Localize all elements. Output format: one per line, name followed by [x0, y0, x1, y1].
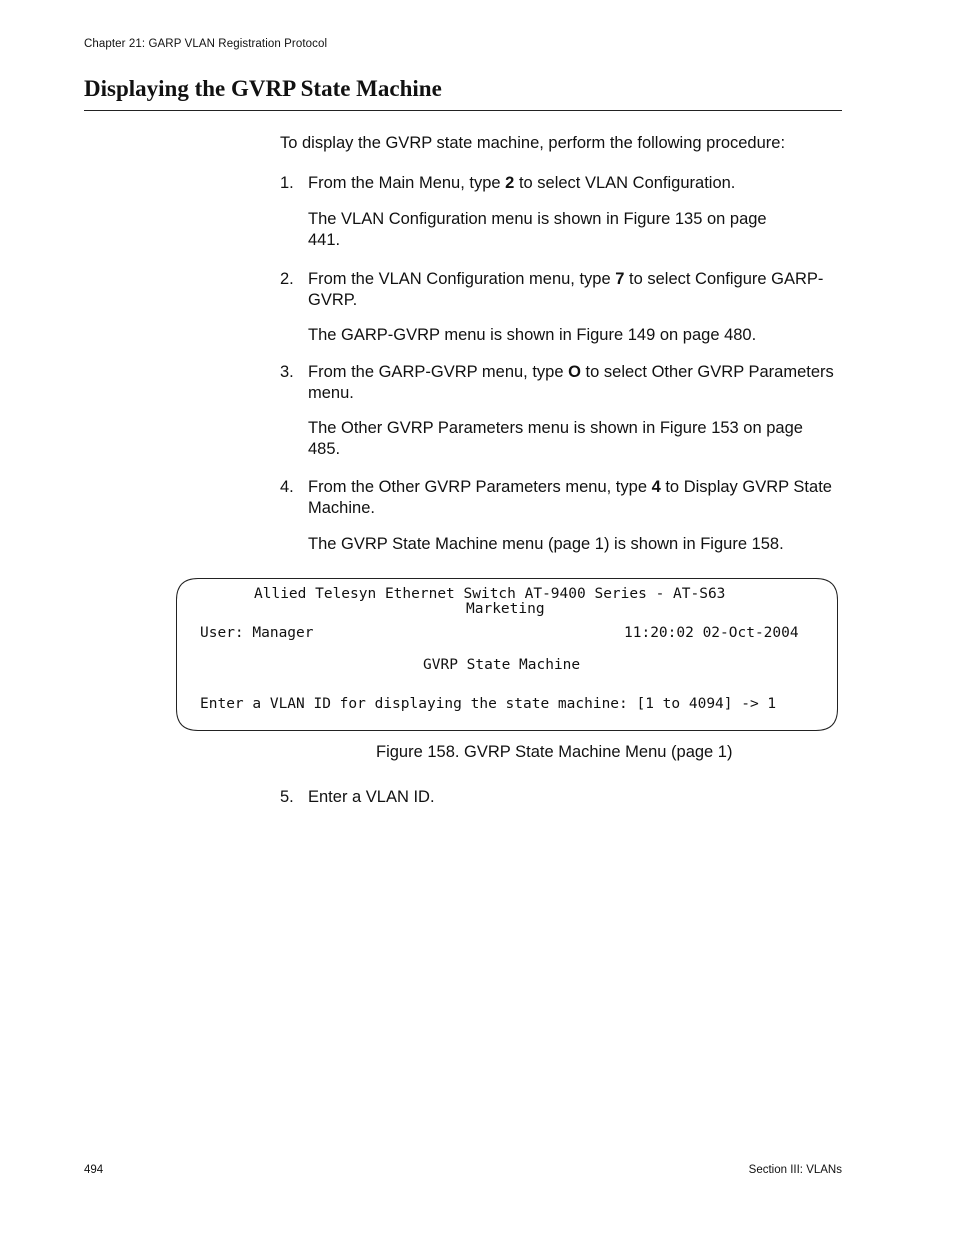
step-3-note: The Other GVRP Parameters menu is shown in Figure 153 on page 485.	[308, 419, 803, 458]
terminal-datetime: 11:20:02 02-Oct-2004	[624, 625, 799, 641]
step-text: Enter a VLAN ID.	[308, 788, 435, 806]
key-input: 7	[615, 270, 625, 288]
intro-paragraph: To display the GVRP state machine, perform the following procedure:	[280, 134, 786, 152]
step-1-note: The VLAN Configuration menu is shown in Figure 135 on page 441.	[308, 210, 767, 249]
terminal-user: User: Manager	[200, 625, 314, 641]
terminal-prompt: Enter a VLAN ID for displaying the state machine: [1 to 4094] -> 1	[200, 696, 777, 712]
step-text: From the Main Menu, type 2 to select VLAN Configuration.	[308, 174, 736, 192]
step-text: From the Other GVRP Parameters menu, type 4 to Display GVRP State Machine.	[308, 478, 832, 517]
step-text: From the GARP-GVRP menu, type O to select Other GVRP Parameters menu.	[308, 363, 834, 402]
step-2	[280, 269, 845, 311]
terminal-screen-figure	[176, 578, 838, 730]
key-input: 2	[505, 174, 515, 192]
step-number: 1.	[280, 174, 294, 192]
page-number: 494	[84, 1164, 104, 1176]
step-number: 4.	[280, 478, 294, 496]
figure-caption: Figure 158. GVRP State Machine Menu (page 1)	[376, 743, 733, 761]
step-5	[280, 787, 845, 808]
step-number: 5.	[280, 788, 294, 806]
step-text: From the VLAN Configuration menu, type 7 to select Configure GARP-GVRP.	[308, 270, 824, 309]
step-1	[280, 173, 845, 194]
step-number: 2.	[280, 270, 294, 288]
step-2-note: The GARP-GVRP menu is shown in Figure 149 on page 480.	[308, 326, 757, 344]
terminal-banner: Allied Telesyn Ethernet Switch AT-9400 Series - AT-S63	[254, 586, 726, 602]
terminal-menu-title: GVRP State Machine	[423, 657, 581, 673]
running-header: Chapter 21: GARP VLAN Registration Protocol	[84, 38, 328, 50]
page-title: Displaying the GVRP State Machine	[84, 76, 442, 101]
step-4	[280, 477, 845, 519]
terminal-system-name: Marketing	[466, 601, 545, 617]
section-label: Section III: VLANs	[748, 1164, 842, 1176]
key-input: 4	[651, 478, 661, 496]
title-rule	[84, 110, 842, 111]
key-input: O	[568, 363, 581, 381]
step-4-note: The GVRP State Machine menu (page 1) is shown in Figure 158.	[308, 535, 784, 553]
step-3	[280, 362, 845, 404]
step-number: 3.	[280, 363, 294, 381]
